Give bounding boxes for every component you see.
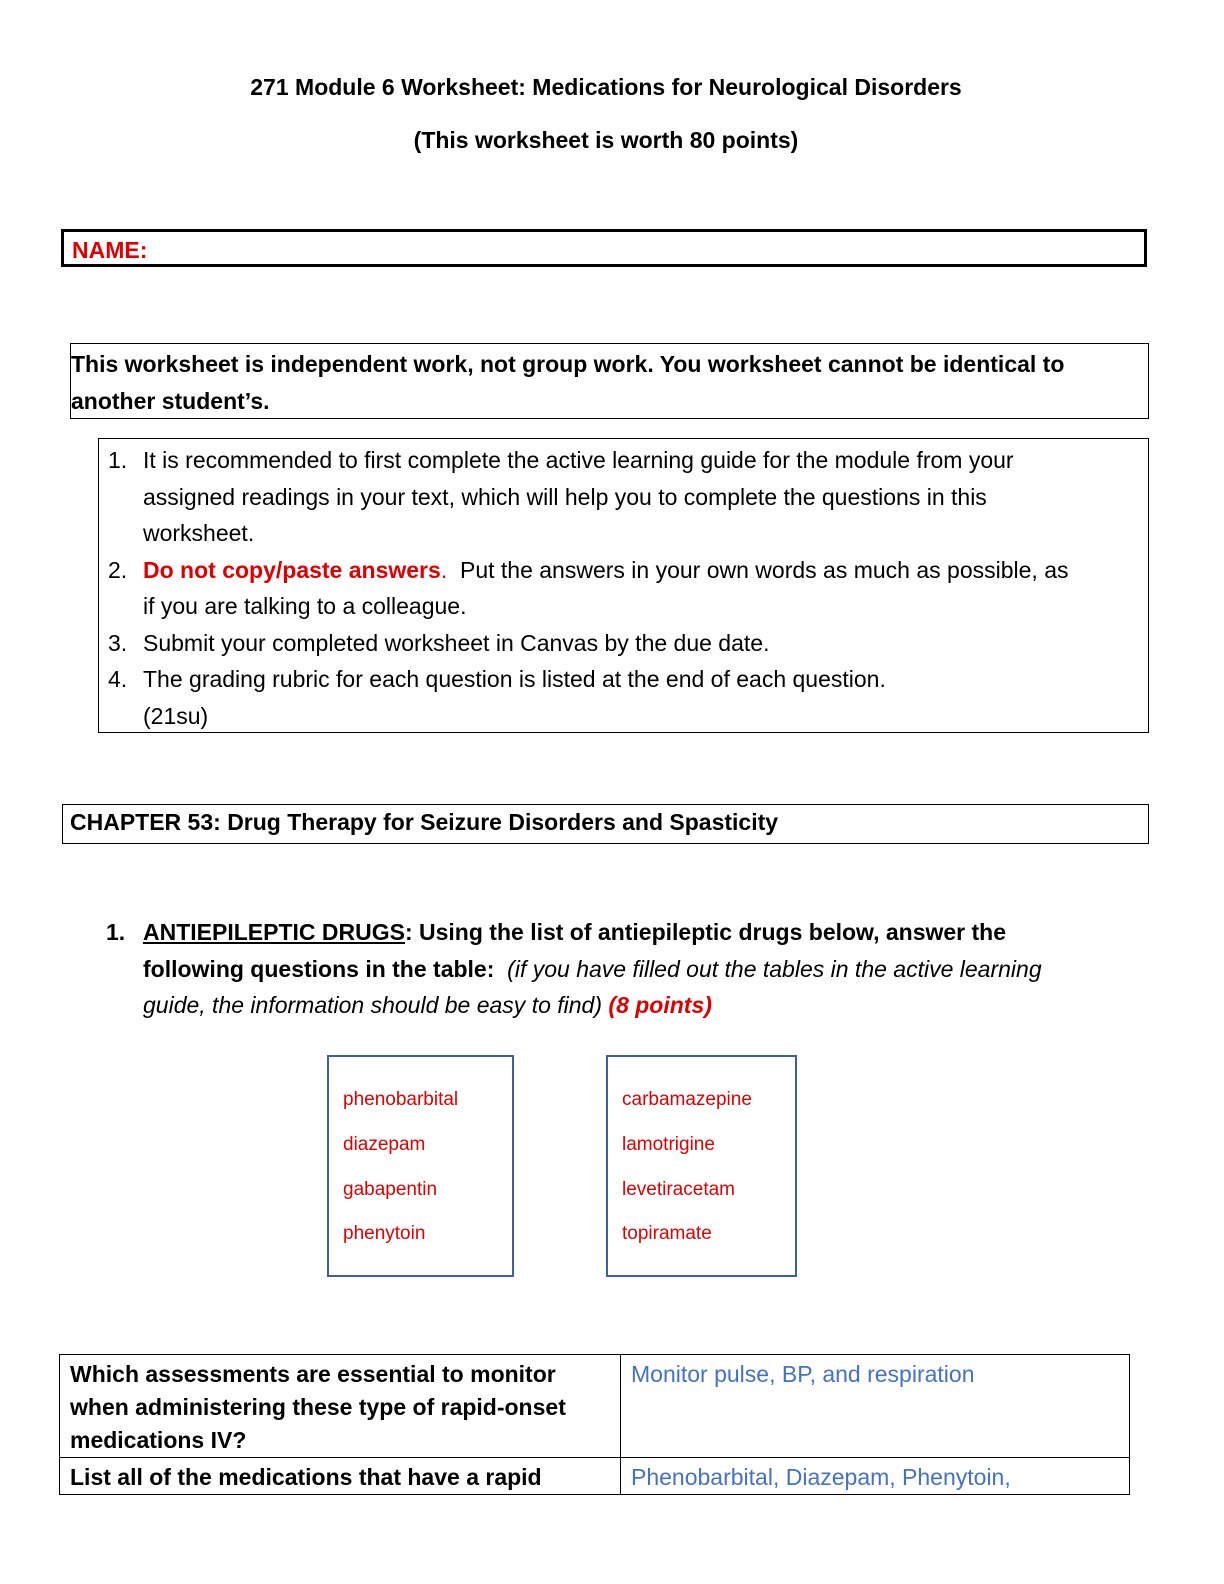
table-answer-cell[interactable]: Phenobarbital, Diazepam, Phenytoin,: [621, 1458, 1130, 1495]
drug-list-right: [606, 1055, 797, 1277]
instruction-line: (21su): [143, 702, 209, 729]
instruction-line: Submit your completed worksheet in Canvas by the due date.: [143, 629, 770, 656]
question-text-line: Which assessments are essential to monitor: [70, 1361, 556, 1387]
drug-name: phenytoin: [343, 1223, 426, 1244]
instructions-box: [98, 438, 1149, 733]
drug-name: levetiracetam: [622, 1179, 735, 1200]
question-text-line: List all of the medications that have a rapid: [70, 1464, 542, 1490]
question-prompt: following questions in the table:: [143, 955, 495, 982]
instruction-number: 1.: [108, 447, 128, 473]
table-question-cell: [60, 1355, 621, 1458]
table-row: [60, 1355, 1130, 1458]
worksheet-points-subtitle: (This worksheet is worth 80 points): [413, 127, 799, 153]
question-text-line: medications IV?: [70, 1427, 247, 1453]
instruction-line: worksheet.: [143, 520, 255, 546]
independent-work-notice: [70, 343, 1149, 419]
notice-line-1: This worksheet is independent work, not group work. You worksheet cannot be identical to: [71, 351, 1065, 377]
drug-name: carbamazepine: [622, 1089, 752, 1110]
instruction-line: if you are talking to a colleague.: [143, 593, 467, 619]
drug-name: lamotrigine: [622, 1134, 715, 1155]
name-label: NAME:: [72, 237, 148, 263]
drug-name: phenobarbital: [343, 1089, 459, 1110]
question-number: 1.: [106, 919, 126, 945]
table-row: [60, 1458, 1130, 1495]
instruction-number: 3.: [108, 629, 128, 656]
question-text-line: when administering these type of rapid-onset: [70, 1394, 566, 1420]
drug-list-left: [327, 1055, 514, 1277]
question-hint: (if you have filled out the tables in the active learning: [494, 955, 1042, 982]
question-points: (8 points): [608, 992, 712, 1018]
drug-name: topiramate: [622, 1223, 712, 1244]
table-question-cell: [60, 1458, 621, 1495]
drug-name: diazepam: [343, 1134, 426, 1155]
drug-name: gabapentin: [343, 1179, 438, 1200]
question-1: [106, 914, 1146, 1024]
instruction-item: [99, 442, 1139, 552]
instructions-list: [99, 442, 1139, 734]
instruction-line: Put the answers in your own words as much as possible, as: [447, 556, 1069, 583]
instruction-item: [99, 552, 1139, 625]
instruction-line: The grading rubric for each question is listed at the end of each question.: [143, 666, 886, 692]
warning-period: .: [440, 556, 448, 583]
instruction-number: 2.: [108, 556, 128, 583]
no-copy-warning: Do not copy/paste answers: [143, 556, 441, 583]
instruction-number: 4.: [108, 666, 128, 692]
notice-line-2: another student’s.: [71, 388, 270, 414]
name-field[interactable]: [61, 229, 1147, 267]
instruction-line: It is recommended to first complete the active learning guide for the module from your: [143, 447, 1014, 473]
question-answer-table: [59, 1354, 1130, 1495]
instruction-item: [99, 661, 1139, 734]
question-hint: guide, the information should be easy to find): [143, 992, 603, 1018]
table-answer-cell[interactable]: Monitor pulse, BP, and respiration: [621, 1355, 1130, 1458]
question-prompt: : Using the list of antiepileptic drugs below, answer the: [404, 919, 1007, 945]
worksheet-title: 271 Module 6 Worksheet: Medications for Neurological Disorders: [250, 74, 962, 100]
chapter-heading: CHAPTER 53: Drug Therapy for Seizure Disorders and Spasticity: [62, 804, 1149, 844]
instruction-item: [99, 625, 1139, 662]
instruction-line: assigned readings in your text, which will help you to complete the questions in this: [143, 483, 987, 510]
question-topic: ANTIEPILEPTIC DRUGS: [143, 919, 405, 945]
